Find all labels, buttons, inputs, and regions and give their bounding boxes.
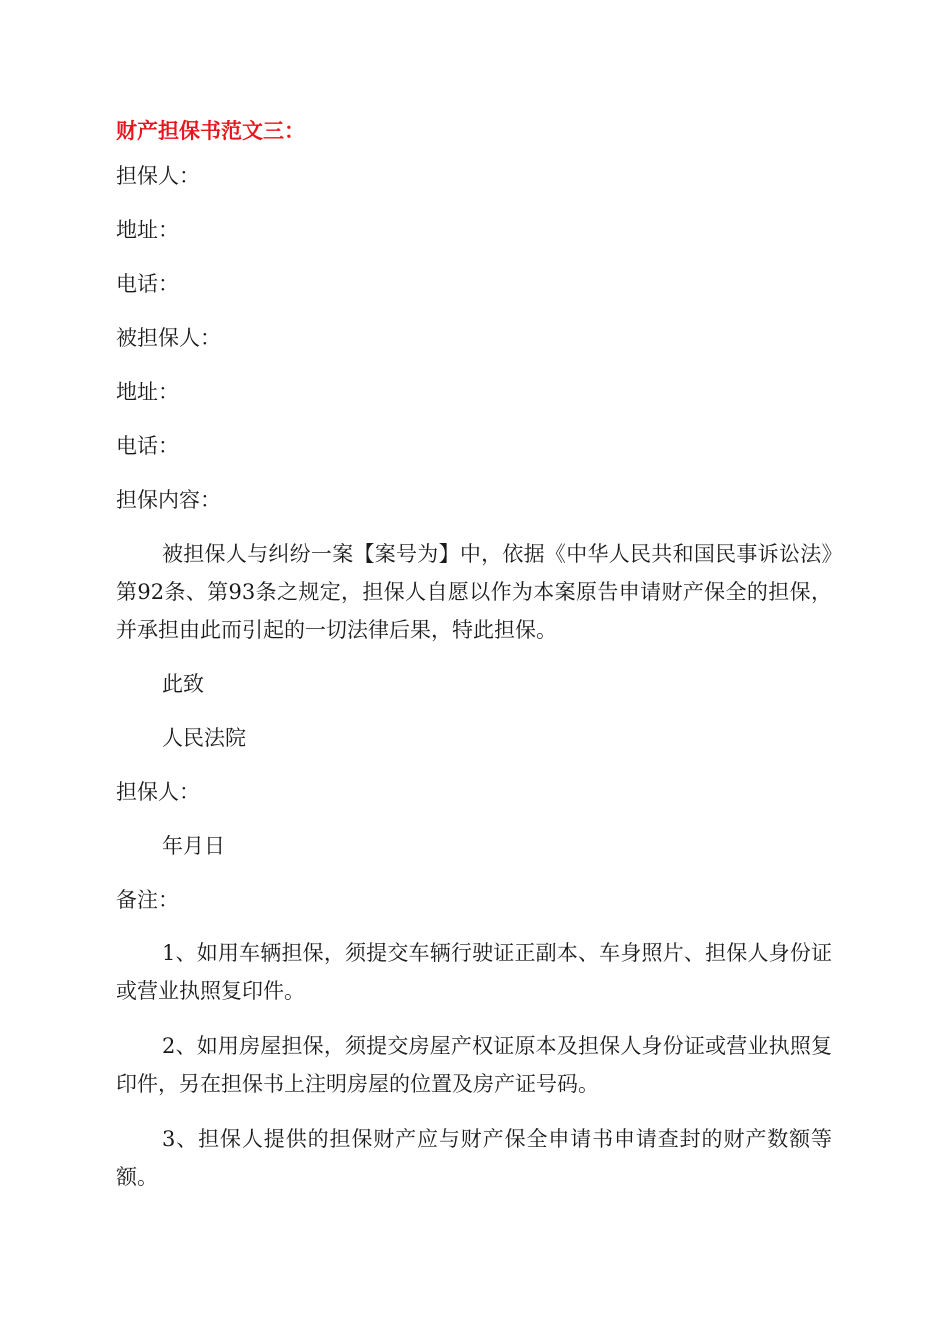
- guarantor-address-field: 地址：: [116, 218, 179, 242]
- recipient-court: 人民法院: [162, 726, 246, 750]
- guarantee-body-paragraph: 被担保人与纠纷一案【案号为】中，依据《中华人民共和国民事诉讼法》第92条、第93条之规定，担保人自愿以作为本案原告申请财产保全的担保，并承担由此而引起的一切法律后果，特此担保。: [116, 542, 832, 642]
- note-item: 3、担保人提供的担保财产应与财产保全申请书申请查封的财产数额等额。: [116, 1127, 832, 1189]
- signature-guarantor-field: 担保人：: [116, 780, 200, 804]
- notes-label: 备注：: [116, 888, 179, 912]
- guaranteed-phone-field: 电话：: [116, 434, 179, 458]
- content-label: 担保内容：: [116, 488, 221, 512]
- guaranteed-address-field: 地址：: [116, 380, 179, 404]
- date-field: 年月日: [162, 834, 225, 858]
- document-title: 财产担保书范文三：: [116, 119, 305, 143]
- guarantor-field: 担保人：: [116, 164, 200, 188]
- guarantor-phone-field: 电话：: [116, 272, 179, 296]
- guaranteed-party-field: 被担保人：: [116, 326, 221, 350]
- salutation: 此致: [162, 672, 204, 696]
- note-item: 2、如用房屋担保，须提交房屋产权证原本及担保人身份证或营业执照复印件，另在担保书上注明房屋的位置及房产证号码。: [116, 1034, 832, 1096]
- note-item: 1、如用车辆担保，须提交车辆行驶证正副本、车身照片、担保人身份证或营业执照复印件。: [116, 941, 832, 1003]
